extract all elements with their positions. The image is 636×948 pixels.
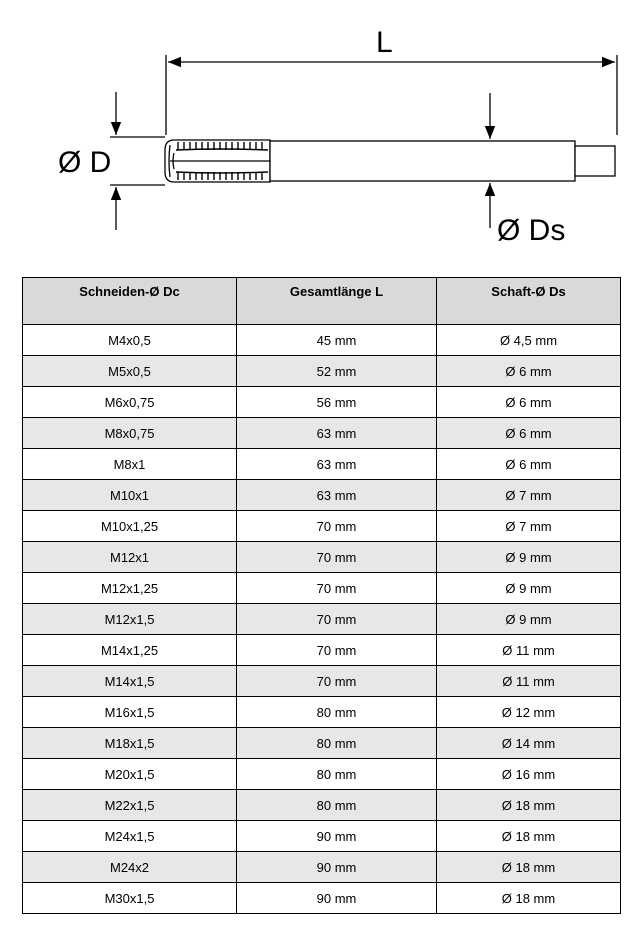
- cell-shank-diameter: Ø 6 mm: [437, 449, 621, 480]
- cell-cutting-diameter: M14x1,25: [23, 635, 237, 666]
- table-row: [23, 883, 621, 914]
- cell-cutting-diameter: M12x1,25: [23, 573, 237, 604]
- cell-total-length: 56 mm: [237, 387, 437, 418]
- table-row: [23, 666, 621, 697]
- cell-cutting-diameter: M16x1,5: [23, 697, 237, 728]
- header-cutting-diameter: Schneiden-Ø Dc: [23, 278, 237, 325]
- table-row: [23, 635, 621, 666]
- table-row: [23, 387, 621, 418]
- cell-total-length: 70 mm: [237, 573, 437, 604]
- table-row: [23, 325, 621, 356]
- table-header-row: [23, 278, 621, 325]
- table-row: [23, 356, 621, 387]
- cell-cutting-diameter: M24x2: [23, 852, 237, 883]
- length-label: L: [376, 26, 393, 59]
- cell-shank-diameter: Ø 11 mm: [437, 666, 621, 697]
- cell-total-length: 70 mm: [237, 666, 437, 697]
- shank-diameter-label: Ø Ds: [497, 214, 566, 247]
- cell-total-length: 70 mm: [237, 542, 437, 573]
- cell-shank-diameter: Ø 18 mm: [437, 883, 621, 914]
- cell-shank-diameter: Ø 12 mm: [437, 697, 621, 728]
- cell-cutting-diameter: M6x0,75: [23, 387, 237, 418]
- cell-cutting-diameter: M4x0,5: [23, 325, 237, 356]
- cell-cutting-diameter: M8x1: [23, 449, 237, 480]
- header-total-length: Gesamtlänge L: [237, 278, 437, 325]
- tap-dimension-drawing: [0, 0, 636, 260]
- cell-total-length: 80 mm: [237, 759, 437, 790]
- table-row: [23, 480, 621, 511]
- cell-shank-diameter: Ø 11 mm: [437, 635, 621, 666]
- cell-shank-diameter: Ø 9 mm: [437, 542, 621, 573]
- cell-cutting-diameter: M10x1: [23, 480, 237, 511]
- cell-cutting-diameter: M22x1,5: [23, 790, 237, 821]
- table-row: [23, 573, 621, 604]
- cell-shank-diameter: Ø 18 mm: [437, 852, 621, 883]
- table-row: [23, 790, 621, 821]
- table-row: [23, 728, 621, 759]
- cell-shank-diameter: Ø 18 mm: [437, 790, 621, 821]
- header-shank-diameter: Schaft-Ø Ds: [437, 278, 621, 325]
- cell-total-length: 45 mm: [237, 325, 437, 356]
- cell-cutting-diameter: M14x1,5: [23, 666, 237, 697]
- cell-cutting-diameter: M12x1,5: [23, 604, 237, 635]
- cell-cutting-diameter: M24x1,5: [23, 821, 237, 852]
- cell-cutting-diameter: M30x1,5: [23, 883, 237, 914]
- table-row: [23, 449, 621, 480]
- table-row: [23, 542, 621, 573]
- cell-total-length: 63 mm: [237, 418, 437, 449]
- cell-total-length: 52 mm: [237, 356, 437, 387]
- cell-shank-diameter: Ø 9 mm: [437, 573, 621, 604]
- table-row: [23, 821, 621, 852]
- cell-cutting-diameter: M5x0,5: [23, 356, 237, 387]
- cell-total-length: 80 mm: [237, 697, 437, 728]
- cell-total-length: 80 mm: [237, 728, 437, 759]
- cell-total-length: 80 mm: [237, 790, 437, 821]
- cell-cutting-diameter: M12x1: [23, 542, 237, 573]
- cell-total-length: 70 mm: [237, 635, 437, 666]
- cell-total-length: 90 mm: [237, 883, 437, 914]
- table-row: [23, 418, 621, 449]
- cell-shank-diameter: Ø 4,5 mm: [437, 325, 621, 356]
- length-dimension: [166, 55, 617, 135]
- tap-size-table: [22, 277, 621, 914]
- cell-cutting-diameter: M18x1,5: [23, 728, 237, 759]
- cell-total-length: 70 mm: [237, 604, 437, 635]
- cell-shank-diameter: Ø 18 mm: [437, 821, 621, 852]
- diameter-label: Ø D: [58, 146, 112, 179]
- table-row: [23, 759, 621, 790]
- cell-cutting-diameter: M20x1,5: [23, 759, 237, 790]
- cell-total-length: 63 mm: [237, 449, 437, 480]
- cell-shank-diameter: Ø 6 mm: [437, 387, 621, 418]
- diameter-dimension: [110, 92, 165, 230]
- cell-shank-diameter: Ø 9 mm: [437, 604, 621, 635]
- cell-total-length: 90 mm: [237, 821, 437, 852]
- cell-shank-diameter: Ø 7 mm: [437, 480, 621, 511]
- cell-shank-diameter: Ø 14 mm: [437, 728, 621, 759]
- table-row: [23, 697, 621, 728]
- cell-shank-diameter: Ø 16 mm: [437, 759, 621, 790]
- table-row: [23, 852, 621, 883]
- table-row: [23, 511, 621, 542]
- cell-total-length: 63 mm: [237, 480, 437, 511]
- table-row: [23, 604, 621, 635]
- cell-total-length: 90 mm: [237, 852, 437, 883]
- cell-shank-diameter: Ø 7 mm: [437, 511, 621, 542]
- cell-cutting-diameter: M10x1,25: [23, 511, 237, 542]
- cell-total-length: 70 mm: [237, 511, 437, 542]
- cell-cutting-diameter: M8x0,75: [23, 418, 237, 449]
- cell-shank-diameter: Ø 6 mm: [437, 356, 621, 387]
- cell-shank-diameter: Ø 6 mm: [437, 418, 621, 449]
